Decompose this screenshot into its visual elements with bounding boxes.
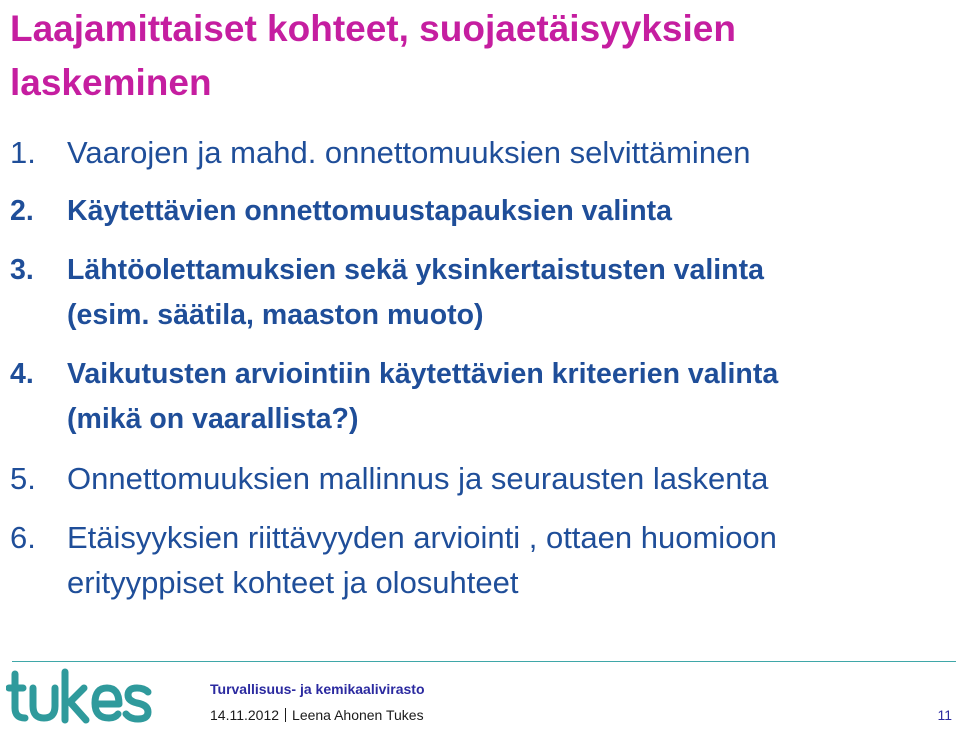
list-item [10, 515, 950, 605]
item-number: 5. [10, 461, 36, 496]
item-text: Onnettomuuksien mallinnus ja seurausten laskenta [67, 461, 769, 496]
footer-separator [285, 708, 286, 722]
item-number: 3. [10, 254, 34, 286]
list-item [10, 189, 950, 234]
item-number: 6. [10, 520, 36, 555]
slide-title [10, 2, 950, 110]
agency-name: Turvallisuus- ja kemikaalivirasto [210, 681, 425, 697]
item-number: 4. [10, 358, 34, 390]
footer-divider [12, 661, 956, 662]
tukes-logo [6, 668, 156, 724]
footer-meta [210, 707, 424, 723]
list-item [10, 352, 950, 442]
page-number: 11 [937, 707, 952, 723]
item-text-continued: (esim. säätila, maaston muoto) [67, 299, 484, 331]
title-line-2: laskeminen [10, 62, 212, 103]
item-text-continued: erityyppiset kohteet ja olosuhteet [67, 565, 519, 600]
list-item [10, 456, 950, 501]
item-number: 2. [10, 195, 34, 227]
footer-date: 14.11.2012 [210, 707, 280, 723]
item-text: Käytettävien onnettomuustapauksien valinta [67, 195, 672, 227]
numbered-list [10, 130, 950, 605]
item-text-continued: (mikä on vaarallista?) [67, 403, 359, 435]
list-item [10, 248, 950, 338]
footer-author: Leena Ahonen Tukes [292, 707, 424, 723]
item-text: Lähtöolettamuksien sekä yksinkertaistusten valinta [67, 254, 764, 286]
item-text: Etäisyyksien riittävyyden arviointi , ottaen huomioon [67, 520, 777, 555]
title-line-1: Laajamittaiset kohteet, suojaetäisyyksien [10, 8, 736, 49]
item-number: 1. [10, 135, 36, 170]
item-text: Vaikutusten arviointiin käytettävien kriteerien valinta [67, 358, 779, 390]
item-text: Vaarojen ja mahd. onnettomuuksien selvittäminen [67, 135, 751, 170]
list-item [10, 130, 950, 175]
